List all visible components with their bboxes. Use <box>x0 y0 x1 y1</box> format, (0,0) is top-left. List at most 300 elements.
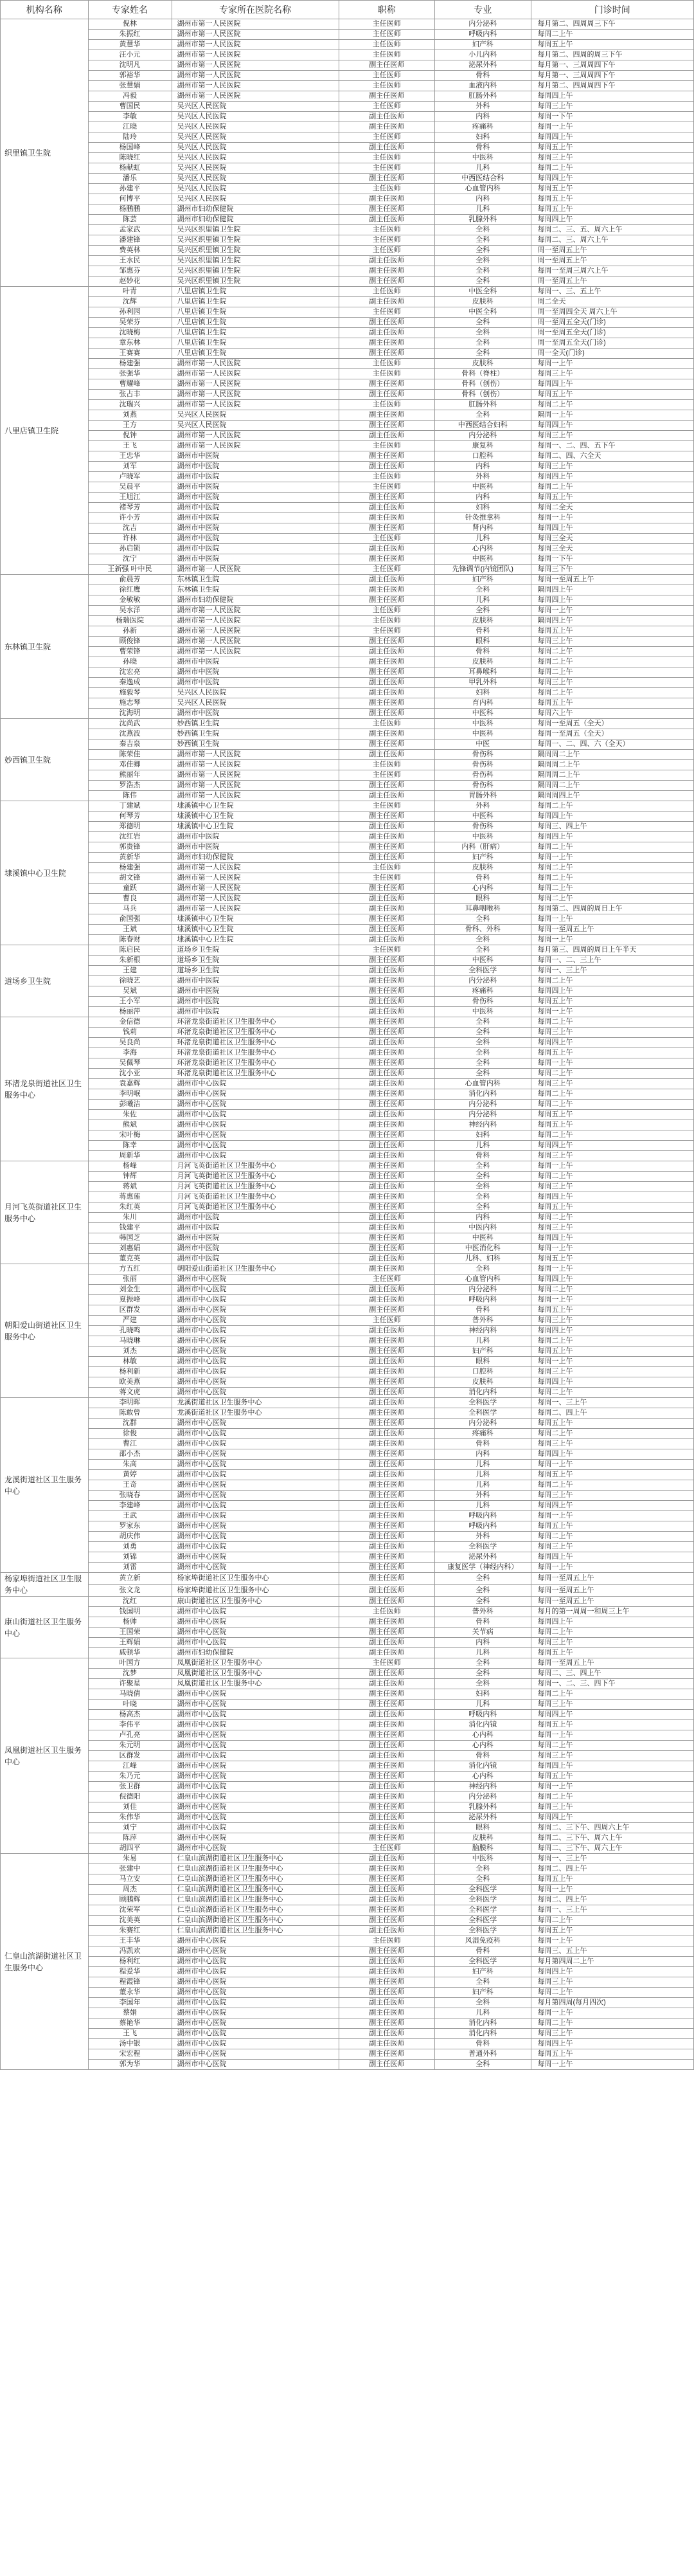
table-row <box>1 812 694 822</box>
title: 副主任医师 <box>339 1202 435 1213</box>
title: 主任医师 <box>339 163 435 174</box>
title: 主任医师 <box>339 102 435 112</box>
hospital-name: 月河飞英街道社区卫生服务中心 <box>172 1182 339 1192</box>
table-row <box>1 184 694 194</box>
clinic-time: 每周五上午 <box>531 2049 694 2060</box>
specialty: 骨科 <box>435 626 531 637</box>
title: 副主任医师 <box>339 1628 435 1638</box>
specialty: 中西医结合科 <box>435 174 531 184</box>
hospital-name: 湖州市第一人民医院 <box>172 873 339 884</box>
table-row <box>1 966 694 976</box>
expert-name: 孙利园 <box>88 307 172 318</box>
clinic-time: 每周一上午 <box>531 1244 694 1254</box>
expert-name: 张慧娟 <box>88 81 172 91</box>
clinic-time: 周一至周五全天(门诊) <box>531 318 694 328</box>
specialty: 疼痛科 <box>435 122 531 132</box>
hospital-name: 环渚龙泉街道社区卫生服务中心 <box>172 1048 339 1058</box>
expert-name: 曹耀峰 <box>88 379 172 390</box>
clinic-time: 每周四上午 <box>531 1326 694 1336</box>
clinic-time: 每周五上午 <box>531 184 694 194</box>
table-row <box>1 534 694 544</box>
title: 副主任医师 <box>339 884 435 894</box>
title: 主任医师 <box>339 235 435 246</box>
header-clinic-time: 门诊时间 <box>531 1 694 19</box>
expert-name: 张晓春 <box>88 1491 172 1501</box>
hospital-name: 湖州市中医院 <box>172 1007 339 1017</box>
specialty: 全科医学 <box>435 1957 531 1967</box>
title: 副主任医师 <box>339 379 435 390</box>
hospital-name: 湖州市第一人民医院 <box>172 791 339 801</box>
title: 副主任医师 <box>339 390 435 400</box>
expert-name: 王水民 <box>88 256 172 266</box>
table-row <box>1 1864 694 1874</box>
title: 主任医师 <box>339 1607 435 1617</box>
expert-name: 潘建锋 <box>88 235 172 246</box>
expert-name: 费英林 <box>88 246 172 256</box>
table-row <box>1 1700 694 1710</box>
expert-name: 彭曦洁 <box>88 1100 172 1110</box>
title: 副主任医师 <box>339 318 435 328</box>
table-header <box>1 1 694 19</box>
specialty: 肛肠外科 <box>435 400 531 410</box>
table-row <box>1 698 694 709</box>
title: 副主任医师 <box>339 1182 435 1192</box>
hospital-name: 湖州市中医院 <box>172 1223 339 1233</box>
expert-name: 孙新 <box>88 626 172 637</box>
specialty: 全科 <box>435 1192 531 1202</box>
table-row <box>1 719 694 729</box>
specialty: 内科 <box>435 493 531 503</box>
hospital-name: 湖州市妇幼保健院 <box>172 595 339 606</box>
specialty: 消化内科 <box>435 2029 531 2039</box>
expert-name: 蔡艳华 <box>88 2018 172 2029</box>
hospital-name: 湖州市中心医院 <box>172 1357 339 1367</box>
title: 主任医师 <box>339 359 435 369</box>
title: 副主任医师 <box>339 493 435 503</box>
title: 副主任医师 <box>339 894 435 904</box>
expert-name: 宋宏程 <box>88 2049 172 2060</box>
table-row <box>1 1658 694 1669</box>
title: 副主任医师 <box>339 60 435 71</box>
title: 主任医师 <box>339 184 435 194</box>
expert-name: 夏振峰 <box>88 1295 172 1305</box>
hospital-name: 湖州市第一人民医院 <box>172 616 339 626</box>
clinic-time: 每周四上午 <box>531 379 694 390</box>
clinic-time: 每周一上午 <box>531 1885 694 1895</box>
table-row <box>1 523 694 534</box>
clinic-time: 每周一至周五上午 <box>531 1658 694 1669</box>
expert-name: 俞晨芳 <box>88 575 172 585</box>
title: 副主任医师 <box>339 812 435 822</box>
clinic-time: 每周一上午 <box>531 1511 694 1521</box>
table-row <box>1 750 694 760</box>
specialty: 骨科（脊柱） <box>435 369 531 379</box>
hospital-name: 吴兴区人民医院 <box>172 102 339 112</box>
title: 副主任医师 <box>339 544 435 554</box>
table-row <box>1 1967 694 1977</box>
table-row <box>1 2060 694 2070</box>
expert-name: 胡文锋 <box>88 873 172 884</box>
specialty: 全科 <box>435 1017 531 1028</box>
specialty: 妇产科 <box>435 40 531 50</box>
hospital-name: 湖州市中心医院 <box>172 1470 339 1480</box>
table-row <box>1 451 694 462</box>
title: 副主任医师 <box>339 1295 435 1305</box>
specialty: 内分泌科 <box>435 1792 531 1802</box>
hospital-name: 埭溪镇中心卫生院 <box>172 935 339 945</box>
institution-name: 八里店镇卫生院 <box>1 287 89 575</box>
hospital-name: 湖州市第一人民医院 <box>172 863 339 873</box>
specialty: 骨科 <box>435 1151 531 1161</box>
expert-name: 王斌 <box>88 925 172 935</box>
clinic-time: 每周二上午 <box>531 163 694 174</box>
clinic-time: 每周一上午 <box>531 2060 694 2070</box>
clinic-time: 每月第三、四周的周日上午半天 <box>531 945 694 956</box>
hospital-name: 湖州市中心医院 <box>172 1305 339 1316</box>
table-row <box>1 1563 694 1573</box>
expert-name: 汤中银 <box>88 2039 172 2049</box>
table-row <box>1 1597 694 1607</box>
expert-name: 何博平 <box>88 194 172 204</box>
expert-name: 吴荣芬 <box>88 318 172 328</box>
hospital-name: 湖州市中医院 <box>172 657 339 667</box>
title: 副主任医师 <box>339 1584 435 1597</box>
table-row <box>1 1202 694 1213</box>
hospital-name: 湖州市中心医院 <box>172 1772 339 1782</box>
hospital-name: 环渚龙泉街道社区卫生服务中心 <box>172 1017 339 1028</box>
specialty: 皮肤科 <box>435 1833 531 1844</box>
table-row <box>1 842 694 853</box>
table-row <box>1 1638 694 1648</box>
table-row <box>1 287 694 297</box>
title: 副主任医师 <box>339 595 435 606</box>
expert-name: 孙启锁 <box>88 544 172 554</box>
clinic-time: 隔周周四上午 <box>531 791 694 801</box>
title: 副主任医师 <box>339 1100 435 1110</box>
expert-name: 欧美燕 <box>88 1377 172 1388</box>
clinic-time: 隔周四上午 <box>531 585 694 595</box>
clinic-time: 每月第四周(每月四次) <box>531 1998 694 2008</box>
clinic-time: 每周五上午 <box>531 1772 694 1782</box>
hospital-name: 湖州市中心医院 <box>172 1429 339 1439</box>
hospital-name: 湖州市中心医院 <box>172 1988 339 1998</box>
specialty: 心内科 <box>435 1730 531 1741</box>
title: 副主任医师 <box>339 1326 435 1336</box>
expert-name: 吴晨平 <box>88 482 172 493</box>
hospital-name: 湖州市中心医院 <box>172 1480 339 1491</box>
expert-name: 王飞 <box>88 2029 172 2039</box>
title: 副主任医师 <box>339 832 435 842</box>
expert-name: 邵小杰 <box>88 1449 172 1460</box>
specialty: 骨科 <box>435 1751 531 1761</box>
hospital-name: 湖州市中医院 <box>172 667 339 678</box>
specialty: 普外科 <box>435 1316 531 1326</box>
specialty: 血液内科 <box>435 81 531 91</box>
hospital-name: 道场乡卫生院 <box>172 945 339 956</box>
expert-name: 程霞锋 <box>88 1977 172 1988</box>
clinic-time: 每周四上午 <box>531 1813 694 1823</box>
specialty: 全科医学 <box>435 1885 531 1895</box>
title: 副主任医师 <box>339 1895 435 1905</box>
table-row <box>1 1274 694 1285</box>
clinic-time: 每周三上午 <box>531 1316 694 1326</box>
table-row <box>1 1532 694 1542</box>
clinic-time: 每周三上午 <box>531 369 694 379</box>
title: 副主任医师 <box>339 1542 435 1552</box>
specialty: 眼科 <box>435 1357 531 1367</box>
clinic-time: 每周一至周三周六上午 <box>531 266 694 277</box>
title: 副主任医师 <box>339 1357 435 1367</box>
clinic-time: 每周五上午 <box>531 493 694 503</box>
table-row <box>1 1182 694 1192</box>
specialty: 皮肤科 <box>435 657 531 667</box>
specialty: 妇科 <box>435 1130 531 1141</box>
title: 副主任医师 <box>339 2018 435 2029</box>
specialty: 针灸推拿科 <box>435 513 531 523</box>
hospital-name: 湖州市中心医院 <box>172 1419 339 1429</box>
specialty: 耳鼻咽喉科 <box>435 904 531 914</box>
table-row <box>1 606 694 616</box>
table-row <box>1 791 694 801</box>
clinic-time: 每周五上午 <box>531 143 694 153</box>
clinic-time: 每周二上午 <box>531 842 694 853</box>
hospital-name: 湖州市中心医院 <box>172 1151 339 1161</box>
specialty: 眼科 <box>435 894 531 904</box>
clinic-time: 每周一上午 <box>531 359 694 369</box>
title: 副主任医师 <box>339 637 435 647</box>
hospital-name: 湖州市妇幼保健院 <box>172 204 339 215</box>
clinic-time: 每周二上午 <box>531 1285 694 1295</box>
title: 主任医师 <box>339 246 435 256</box>
table-row <box>1 204 694 215</box>
title: 主任医师 <box>339 132 435 143</box>
title: 主任医师 <box>339 863 435 873</box>
expert-name: 章东林 <box>88 338 172 349</box>
expert-name: 童跃 <box>88 884 172 894</box>
title: 副主任医师 <box>339 1491 435 1501</box>
title: 副主任医师 <box>339 2060 435 2070</box>
hospital-name: 湖州市中医院 <box>172 832 339 842</box>
hospital-name: 湖州市第一人民医院 <box>172 359 339 369</box>
table-row <box>1 1120 694 1130</box>
clinic-time: 每周一、三上午 <box>531 1905 694 1916</box>
expert-name: 沈燕波 <box>88 729 172 739</box>
expert-name: 倪德阳 <box>88 1792 172 1802</box>
table-row <box>1 1730 694 1741</box>
hospital-name: 吴兴区织里镇卫生院 <box>172 246 339 256</box>
table-row <box>1 1089 694 1100</box>
clinic-time: 每周二、三、四上午 <box>531 1669 694 1679</box>
title: 主任医师 <box>339 606 435 616</box>
title: 副主任医师 <box>339 1885 435 1895</box>
expert-name: 孙晓 <box>88 657 172 667</box>
table-row <box>1 1648 694 1658</box>
specialty: 心内科 <box>435 544 531 554</box>
hospital-name: 湖州市中心医院 <box>172 1844 339 1854</box>
table-row <box>1 667 694 678</box>
hospital-name: 月河飞英街道社区卫生服务中心 <box>172 1161 339 1172</box>
specialty: 中医科 <box>435 719 531 729</box>
clinic-time: 每周一下午 <box>531 112 694 122</box>
hospital-name: 湖州市第一人民医院 <box>172 71 339 81</box>
clinic-time: 每周三上午 <box>531 462 694 472</box>
specialty: 中医消化科 <box>435 1244 531 1254</box>
clinic-time: 每周一至周五上午 <box>531 1573 694 1585</box>
clinic-time: 每周二上午 <box>531 1089 694 1100</box>
title: 副主任医师 <box>339 678 435 688</box>
specialty: 全科 <box>435 1998 531 2008</box>
specialty: 儿科 <box>435 1460 531 1470</box>
clinic-time: 每周二上午 <box>531 1336 694 1347</box>
expert-name: 朱易 <box>88 1854 172 1864</box>
specialty: 皮肤科 <box>435 359 531 369</box>
expert-name: 朱元明 <box>88 1741 172 1751</box>
clinic-time: 周一至周五全天(门诊) <box>531 338 694 349</box>
title: 副主任医师 <box>339 781 435 791</box>
specialty: 心内科 <box>435 884 531 894</box>
expert-name: 吴斌 <box>88 986 172 997</box>
specialty: 全科 <box>435 225 531 235</box>
hospital-name: 湖州市中医院 <box>172 534 339 544</box>
title: 副主任医师 <box>339 194 435 204</box>
expert-name: 马晓倩 <box>88 1689 172 1700</box>
specialty: 妇产科 <box>435 1988 531 1998</box>
specialty: 中医科 <box>435 729 531 739</box>
expert-name: 王辉娟 <box>88 1638 172 1648</box>
specialty: 骨科 <box>435 647 531 657</box>
specialty: 骨伤科 <box>435 770 531 781</box>
hospital-name: 湖州市中医院 <box>172 513 339 523</box>
institution-name: 妙西镇卫生院 <box>1 719 89 801</box>
institution-name: 龙溪街道社区卫生服务中心 <box>1 1398 89 1573</box>
expert-name: 曹国民 <box>88 102 172 112</box>
specialty: 皮肤科 <box>435 297 531 307</box>
title: 主任医师 <box>339 482 435 493</box>
institution-name: 杨家埠街道社区卫生服务中心 <box>1 1573 89 1597</box>
specialty: 全科 <box>435 1172 531 1182</box>
header-hospital: 专家所在医院名称 <box>172 1 339 19</box>
table-row <box>1 1254 694 1264</box>
table-row <box>1 1895 694 1905</box>
clinic-time: 每周三上午 <box>531 1367 694 1377</box>
expert-name: 冯凯欢 <box>88 1946 172 1957</box>
specialty: 乳腺外科 <box>435 1802 531 1813</box>
clinic-time: 每周三上午 <box>531 2029 694 2039</box>
expert-name: 俞国强 <box>88 914 172 925</box>
table-row <box>1 235 694 246</box>
clinic-time: 每周四上午 <box>531 132 694 143</box>
specialty: 康复医学（神经内科） <box>435 1563 531 1573</box>
clinic-time: 每周一上午 <box>531 1264 694 1274</box>
expert-name: 王赛赛 <box>88 349 172 359</box>
hospital-name: 仁皇山滨湖街道社区卫生服务中心 <box>172 1874 339 1885</box>
expert-name: 朱佐 <box>88 1110 172 1120</box>
clinic-time: 每周一上午 <box>531 1295 694 1305</box>
hospital-name: 湖州市第一人民医院 <box>172 369 339 379</box>
expert-name: 郭为华 <box>88 2060 172 2070</box>
hospital-name: 湖州市第一人民医院 <box>172 431 339 441</box>
title: 副主任医师 <box>339 462 435 472</box>
specialty: 乳腺外科 <box>435 215 531 225</box>
specialty: 外科 <box>435 102 531 112</box>
clinic-time: 每周三上午 <box>531 1182 694 1192</box>
table-row <box>1 60 694 71</box>
expert-name: 陆玲 <box>88 132 172 143</box>
clinic-time: 每周三上午 <box>531 153 694 163</box>
specialty: 骨科 <box>435 1305 531 1316</box>
table-row <box>1 801 694 812</box>
clinic-time: 每周二上午 <box>531 884 694 894</box>
expert-name: 李海 <box>88 1048 172 1058</box>
specialty: 消化内科 <box>435 1089 531 1100</box>
specialty: 全科 <box>435 1182 531 1192</box>
clinic-time: 每周一至周五上午 <box>531 1597 694 1607</box>
table-row <box>1 266 694 277</box>
table-row <box>1 925 694 935</box>
specialty: 皮肤科 <box>435 863 531 873</box>
hospital-name: 湖州市中医院 <box>172 678 339 688</box>
title: 副主任医师 <box>339 1854 435 1864</box>
specialty: 儿科 <box>435 163 531 174</box>
clinic-time: 每周四上午 <box>531 1038 694 1048</box>
expert-name: 马兵 <box>88 904 172 914</box>
specialty: 骨科 <box>435 1439 531 1449</box>
hospital-name: 湖州市第一人民医院 <box>172 626 339 637</box>
hospital-name: 湖州市中医院 <box>172 493 339 503</box>
clinic-time: 每周二、三下午、四周六上午 <box>531 1823 694 1833</box>
title: 副主任医师 <box>339 1926 435 1936</box>
specialty: 口腔科 <box>435 1367 531 1377</box>
specialty: 外科 <box>435 472 531 482</box>
clinic-time: 每周二上午 <box>531 863 694 873</box>
title: 副主任医师 <box>339 667 435 678</box>
hospital-name: 湖州市中心医院 <box>172 1532 339 1542</box>
clinic-time: 周一至周五上午 <box>531 246 694 256</box>
clinic-time: 每周三、五上午 <box>531 1946 694 1957</box>
expert-name: 李明岷 <box>88 1089 172 1100</box>
clinic-time: 每周三上午 <box>531 1977 694 1988</box>
title: 副主任医师 <box>339 1957 435 1967</box>
specialty: 眼科 <box>435 1823 531 1833</box>
specialty: 骨伤科 <box>435 822 531 832</box>
specialty: 妇产科 <box>435 853 531 863</box>
table-body <box>1 19 694 2070</box>
specialty: 疼痛科 <box>435 1429 531 1439</box>
hospital-name: 妙西镇卫生院 <box>172 739 339 750</box>
hospital-name: 吴兴区人民医院 <box>172 163 339 174</box>
table-row <box>1 30 694 40</box>
clinic-time: 每周五上午 <box>531 1048 694 1058</box>
clinic-time: 每周五上午 <box>531 1254 694 1264</box>
specialty: 内分泌科 <box>435 1419 531 1429</box>
expert-name: 孔晓鸣 <box>88 1326 172 1336</box>
hospital-name: 湖州市第一人民医院 <box>172 894 339 904</box>
title: 副主任医师 <box>339 523 435 534</box>
specialty: 骨科（创伤） <box>435 379 531 390</box>
specialty: 呼吸内科 <box>435 1511 531 1521</box>
table-row <box>1 1141 694 1151</box>
table-row <box>1 1689 694 1700</box>
hospital-name: 八里店镇卫生院 <box>172 297 339 307</box>
title: 副主任医师 <box>339 338 435 349</box>
hospital-name: 吴兴区人民医院 <box>172 421 339 431</box>
expert-name: 陈伟 <box>88 791 172 801</box>
title: 副主任医师 <box>339 1792 435 1802</box>
hospital-name: 吴兴区织里镇卫生院 <box>172 266 339 277</box>
table-row <box>1 50 694 60</box>
expert-name: 赵妙花 <box>88 277 172 287</box>
expert-name: 倪林 <box>88 19 172 30</box>
